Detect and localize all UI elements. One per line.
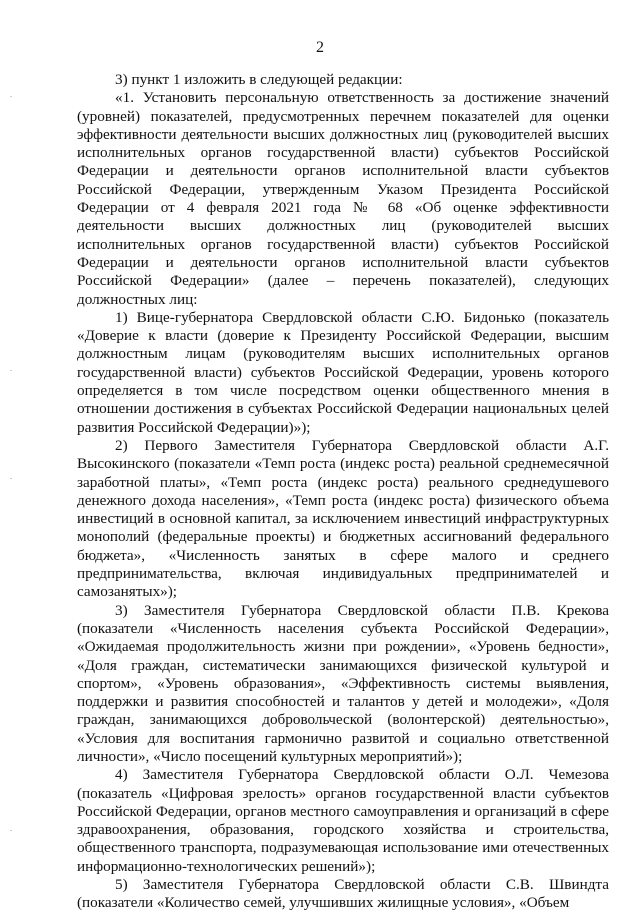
body-text [77, 71, 609, 913]
paragraph-item-1: «1. Установить персональную ответственность за достижение значений (уровней) показателей, предусмотренных перечнем показателей для оценки эффективности деятельности высших должностных лиц (руководителей высших исполнительных органов государственной власти) субъектов Российской Федерации и деятельности органов исполнительной власти субъектов Российской Федерации, утвержденным Указом Президента Российской Федерации от 4 февраля 2021 года № 68 «Об оценке эффективности деятельности высших должностных лиц (руководителей высших исполнительных органов государственной власти) субъектов Российской Федерации и деятельности органов исполнительной власти субъектов Российской Федерации» (далее – перечень показателей), следующих должностных лиц: [77, 89, 609, 308]
scan-mark [10, 370, 12, 371]
paragraph-subitem-1: 1) Вице-губернатора Свердловской области С.Ю. Бидонько (показатель «Доверие к власти (доверие к Президенту Российской Федерации, высшим должностным лицам (руководителям высших исполнительных органов государственной власти) субъектов Российской Федерации, уровень которого определяется в том числе посредством оценки общественного мнения в отношении достижения в субъектах Российской Федерации национальных целей развития Российской Федерации)»); [77, 308, 609, 436]
paragraph-subitem-5: 5) Заместителя Губернатора Свердловской области С.В. Швиндта (показатели «Количество семей, улучшивших жилищные условия», «Объем [77, 876, 609, 912]
scan-mark [10, 830, 12, 831]
paragraph-subitem-3: 3) Заместителя Губернатора Свердловской области П.В. Крекова (показатели «Численность населения субъекта Российской Федерации», «Ожидаемая продолжительность жизни при рождении», «Уровень бедности», «Доля граждан, систематически занимающихся физической культурой и спортом», «Уровень образования», «Эффективность системы выявления, поддержки и развития способностей и талантов у детей и молодежи», «Доля граждан, занимающихся добровольческой (волонтерской) деятельностью», «Условия для воспитания гармонично развитой и социально ответственной личности», «Число посещений культурных мероприятий»); [77, 601, 609, 765]
paragraph-subitem-2: 2) Первого Заместителя Губернатора Свердловской области А.Г. Высокинского (показатели «Темп роста (индекс роста) реальной среднемесячной заработной платы», «Темп роста (индекс роста) реального среднедушевого денежного дохода населения», «Темп роста (индекс роста) физического объема инвестиций в основной капитал, за исключением инвестиций инфраструктурных монополий (федеральные проекты) и бюджетных ассигнований федерального бюджета», «Численность занятых в сфере малого и среднего предпринимательства, включая индивидуальных предпринимателей и самозанятых»); [77, 436, 609, 601]
page-number: 2 [316, 39, 324, 56]
paragraph-amendment-intro: 3) пункт 1 изложить в следующей редакции: [115, 71, 403, 88]
paragraph-subitem-4: 4) Заместителя Губернатора Свердловской области О.Л. Чемезова (показатель «Цифровая зрелость» органов государственной власти субъектов Российской Федерации, органов местного самоуправления и организаций в сфере здравоохранения, образования, городского хозяйства и строительства, общественного транспорта, подразумевающая использование ими отечественных информационно-технологических решений»); [77, 766, 609, 875]
scan-mark [10, 96, 12, 97]
scan-mark [10, 478, 12, 479]
